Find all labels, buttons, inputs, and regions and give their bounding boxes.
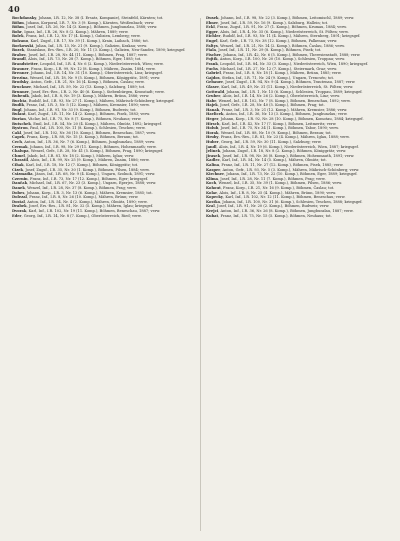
entry-name: Chrastil	[12, 158, 29, 163]
list-item: Borkowski, Julian, Inf., I.R. 13, Nr. 21 (9. Komp.), Galizien, Krakau; verw.	[12, 43, 148, 48]
entry-name: Bruckner	[12, 84, 32, 89]
entry-details: Wenzel, Inf., I.R. 88, Nr. 10 (9. Komp.), Böhmen, Beraun; tot.	[220, 130, 332, 135]
entry-name: Bochdansky	[12, 16, 37, 20]
list-item: Cermak, Johann, Inf., I.R. 98, Nr. 29 (11. Komp.), Böhmen, Hohenmauth; verw.	[12, 144, 157, 149]
entry-name: Chalupa	[12, 149, 29, 154]
entry-name: Butschek	[12, 121, 31, 126]
entry-details: Franz, Korp., I.R. 99, Nr. 12 (8. Komp.), Mähren, Znaim, 1884; verw.	[30, 66, 156, 71]
list-item: Gajdos, Stefan, Inf., I.R. 71, Nr. 24 (9. Komp.), Ungarn, Trencsén; tot.	[206, 75, 335, 80]
entry-details: Josef, Inf., I.R. 98, Nr. 36 (8. Komp.), Böhmen, Hohenmauth, 1891; verw.	[222, 153, 355, 158]
entry-details: Franz, Inf., I.R. 3, Nr. 21 (12. Komp.), Mähren, Kremsier, 1886; verw.	[221, 107, 348, 112]
list-item: Brandstetter, Leopold, Inf., I.R. 4, Nr. 6 (2. Komp.), Niederösterreich, Wien; verw.	[12, 61, 164, 66]
entry-name: Brabec	[12, 52, 27, 57]
entry-name: Bystron	[12, 126, 28, 131]
entry-details: Wenzel, Inf., I.R. 18, Nr. 9 (5. Komp.), Böhmen, Königgrätz, 1891; verw.	[29, 75, 161, 80]
list-item: Dvorak, Karl, Inf., I.R. 102, Nr. 19 (11. Komp.), Böhmen, Beneschau, 1887; verw.	[12, 208, 161, 213]
entry-details: Franz, Zugsf., I.R. 91, Nr. 27 (1. Komp.), Böhmen, Krumau, 1884; verw.	[217, 25, 347, 30]
entry-details: Wenzel, Inf., I.R. 28, Nr. 37 (8. Komp.), Böhmen, Prag; verw.	[27, 185, 137, 190]
entry-name: Eckl	[206, 25, 215, 30]
entry-details: Johann, Inf., I.R. 98, Nr. 22 (3. Komp.), Böhmen, Leitomischl, 1889; verw.	[220, 16, 355, 20]
list-item: Hajek, Josef, Gefr., I.R. 28, Nr. 40 (5. Komp.), Böhmen, Prag; tot.	[206, 103, 325, 108]
entry-name: Heger	[206, 117, 219, 122]
entry-details: Karl, Inf., I.R. 42, Nr. 17 (7. Komp.), Böhmen, Leitmeritz; verw.	[221, 121, 337, 126]
list-item: Klima, Josef, Inf., I.R. 28, Nr. 11 (7. Komp.), Böhmen, Prag; verw.	[206, 176, 326, 181]
entry-name: Gajdos	[206, 75, 220, 80]
list-item: Cakl, Josef, Inf., I.R. 102, Nr. 36 (10. Komp.), Böhmen, Beneschau, 1887; verw.	[12, 130, 157, 135]
entry-details: Franz, Inf., I.R. 11, Nr. 27 (12. Komp.), Böhmen, Pisek, 1885; verw.	[221, 163, 344, 167]
entry-name: Dančak	[12, 181, 28, 186]
list-item: Bolzano, Karl, Zugsf., I.R. 17, Nr. 39 (1. Komp.), Krain, Laibach, 1886; tot.	[12, 38, 149, 43]
entry-name: Fuchs	[206, 66, 218, 71]
list-item: Csizmadia, János, Inf., I.R. 68, Nr. 9 (4. Komp.), Ungarn, Szolnok, 1891; verw.	[12, 172, 156, 177]
entry-name: Brezina	[12, 75, 28, 80]
list-item: Bozek, Stanislaus, Ers.-Res., I.R. 20, Nr. 11 (3. Komp.), Galizien, Neu-Sandez, 1890; kriegsgef.	[12, 48, 186, 53]
list-item: Dusek, Johann, Inf., I.R. 98, Nr. 22 (3. Komp.), Böhmen, Leitomischl, 1889; verw.	[206, 16, 355, 20]
list-item: Havlicek, Anton, Inf., I.R. 36, Nr. 13 (3. Komp.), Böhmen, Jungbunzlau; verw.	[206, 112, 348, 117]
entry-name: Cermak	[12, 144, 28, 149]
entry-name: Dusek	[206, 16, 219, 20]
entry-name: Eichler	[206, 34, 221, 39]
list-item: Kopecky, Karl, Inf., I.R. 102, Nr. 12 (11. Komp.), Böhmen, Beneschau; verw.	[206, 195, 346, 200]
entry-details: Franz, Inf., I.R. 8, Nr. 26 (10. Komp.), Mähren, Brünn; verw.	[29, 195, 139, 200]
entry-details: Anton, Inf., I.R. 36, Nr. 26 (8. Komp.), Böhmen, Jungbunzlau, 1887; verw.	[220, 208, 354, 213]
entry-name: Dobes	[12, 190, 25, 195]
entry-name: Bubenik	[12, 94, 29, 99]
entry-details: Stefan, Inf., I.R. 71, Nr. 24 (9. Komp.), Ungarn, Trencsén; tot.	[221, 75, 335, 80]
entry-details: Franz, Inf., I.R. 12, Nr. 17 (4. Komp.), Galizien, Lemberg; verw.	[25, 34, 141, 39]
entry-details: Josef, Zugsf., I.R. 94, Nr. 9 (4. Komp.), Böhmen, Trautenau, 1887; verw.	[225, 80, 356, 85]
entry-details: Wenzel, Inf., I.R. 102, Nr. 7 (8. Komp.), Böhmen, Beneschau, 1892; verw.	[218, 98, 351, 103]
entry-details: Josef, Inf., I.R. 11, Nr. 29 (8. Komp.), Böhmen, Pisek; tot.	[218, 48, 322, 53]
list-item: Gebauer, Josef, Zugsf., I.R. 94, Nr. 9 (4. Komp.), Böhmen, Trautenau, 1887; verw.	[206, 80, 356, 85]
entry-details: Michael, Inf., I.R. 59, Nr. 22 (13. Komp.), Salzburg, 1889; tot.	[33, 84, 146, 89]
entry-details: Anton, Gefr., I.R. 93, Nr. 5 (3. Komp.), Mähren, Mährisch-Schönberg; verw.	[222, 167, 360, 172]
entry-name: Buchta	[12, 98, 27, 103]
list-item: Bystron, Paul, Inf., I.R. 100, Nr. 11 (8. Komp.), Schlesien, Teschen; verw.	[12, 126, 146, 131]
entry-name: Brodsky	[12, 80, 29, 85]
entry-name: Kasper	[206, 167, 221, 172]
entry-name: Eder	[12, 213, 22, 218]
entry-details: Ignaz, Inf., I.R. 26, Nr. 8 (2. Komp.), Mähren, 1889; verw.	[24, 29, 129, 34]
list-item: Eder, Georg, Inf., I.R. 14, Nr. 8 (7. Komp.), Oberösterreich, Ried; verw.	[12, 213, 142, 218]
entry-details: Josef, Inf., I.R. 75, Nr. 34 (1. Komp.), Böhmen, Tabor, 1890; verw.	[220, 126, 339, 131]
entry-details: Josef, Inf., I.R. 28, Nr. 11 (7. Komp.), Böhmen, Prag; verw.	[220, 176, 326, 181]
entry-details: Johann, Korp., I.R. 3, Nr. 13 (6. Komp.), Mähren, Kremsier, 1885; tot.	[26, 190, 153, 195]
list-item: Hruby, Franz, Ers.-Res., I.R. 81, Nr. 23 (4. Komp.), Mähren, Iglau, 1888; verw.	[206, 135, 350, 140]
list-item: Krejci, Anton, Inf., I.R. 36, Nr. 26 (8. Komp.), Böhmen, Jungbunzlau, 1887; verw.	[206, 208, 354, 213]
entry-details: Johann, Zugsf., I.R. 18, Nr. 8 (2. Komp.), Böhmen, Königgrätz; verw.	[222, 149, 347, 154]
entry-name: Hruby	[206, 135, 219, 140]
entry-details: Franz, Inf., I.R. 73, Nr. 17 (12. Komp.), Böhmen, Eger; kriegsgef.	[29, 176, 149, 181]
list-item: Gabriel, Franz, Inf., I.R. 8, Nr. 18 (1. Komp.), Mähren, Brünn, 1885; verw.	[206, 71, 342, 76]
list-item: Bruckner, Michael, Inf., I.R. 59, Nr. 22 (13. Komp.), Salzburg, 1889; tot.	[12, 84, 146, 89]
entry-details: Rudolf, Inf., I.R. 93, Nr. 27 (1. Komp.), Mähren, Mährisch-Schönberg; kriegsgef.	[28, 98, 175, 103]
entry-details: Johann, Inf., I.R. 91, Nr. 33 (9. Komp.), Böhmen, Budweis; tot.	[23, 107, 137, 112]
entry-name: Cihak	[12, 163, 24, 167]
entry-details: Alois, Inf., I.R. 14, Nr. 26 (2. Komp.), Oberösterreich, Linz; verw.	[222, 94, 341, 99]
list-item: Chalupa, Wenzel, Gefr., I.R. 28, Nr. 41 (5. Komp.), Böhmen, Prag, 1890; kriegsgef.	[12, 149, 164, 154]
entry-name: Faltys	[206, 43, 218, 48]
list-item: Bugl, Johann, Inf., I.R. 91, Nr. 33 (9. Komp.), Böhmen, Budweis; tot.	[12, 107, 137, 112]
entry-name: Kral	[206, 204, 215, 209]
entry-details: Alois, Inf., I.R. 73, Nr. 28 (7. Komp.), Böhmen, Eger, 1885; tot.	[28, 57, 142, 62]
entry-details: Karl, Inf., I.R. 18, Nr. 12 (7. Komp.), Böhmen, Königgrätz; tot.	[25, 163, 139, 167]
entry-name: Budik	[12, 103, 25, 108]
list-item: Brabec, Josef, Inf., I.R. 28, Nr. 44 (11. Komp.), Böhmen, Prag, 1887; verw.	[12, 52, 148, 57]
list-item: Cech, Anton, Inf., I.R. 36, Nr. 7 (6. Komp.), Böhmen, Jungbunzlau, 1889; verw.	[12, 140, 156, 145]
entry-details: Johann, I.R. 12, Nr. 38 (I. Ersatz, Kompanie), Steinfeld, Kärnten; tot.	[38, 16, 164, 20]
list-item: Burian, Václav, Inf., I.R. 75, Nr. 8 (7. Komp.), Böhmen, Neuhaus; verw.	[12, 117, 142, 122]
entry-details: Alois, Inf., I.R. 4, Nr. 19 (6. Komp.), Niederösterreich, Wien, 1887; kriegsgef.	[218, 144, 359, 149]
list-item: Kohout, Franz, Korp., I.R. 21, Nr. 16 (9. Komp.), Böhmen, Časlau; tot.	[206, 185, 335, 190]
list-item: Böhm, Josef, Inf., I.R. 26, Nr. 14 (3. Komp.), Böhmen, Jungbunzlau, 1888; verw.	[12, 25, 158, 30]
list-item: Danek, Wenzel, Inf., I.R. 28, Nr. 37 (8. Komp.), Böhmen, Prag; verw.	[12, 185, 137, 190]
entry-details: Jakob, Inf., I.R. 8, Nr. 19 (3. Komp.), Mähren, Brünn, 1886; verw.	[31, 94, 150, 99]
list-item: Horak, Wenzel, Inf., I.R. 88, Nr. 10 (9. Komp.), Böhmen, Beraun; tot.	[206, 130, 332, 135]
entry-name: Egger	[206, 29, 218, 34]
entry-details: Paul, Inf., I.R. 100, Nr. 11 (8. Komp.), Schlesien, Teschen; verw.	[30, 126, 146, 131]
list-item: Cizek, Josef, Zugsf., I.R. 35, Nr. 30 (1. Komp.), Böhmen, Pilsen, 1884; verw.	[12, 167, 150, 172]
entry-details: Karl, Gefr., I.R. 73, Nr. 38 (12. Komp.), Böhmen, Falkenau; verw.	[219, 38, 338, 43]
entry-name: Havlicek	[206, 112, 224, 117]
list-item: Kostka, Johann, Inf., I.R. 100, Nr. 31 (6. Komp.), Schlesien, Teschen, 1888; kriegsgef.	[206, 199, 363, 204]
entry-details: Franz, Inf., I.R. 75, Nr. 15 (5. Komp.), Böhmen, Neuhaus; tot.	[220, 213, 332, 218]
column-left	[12, 16, 196, 533]
entry-name: Dvorak	[12, 208, 27, 213]
entry-details: Stanislaus, Ers.-Res., I.R. 20, Nr. 11 (3. Komp.), Galizien, Neu-Sandez, 1890; kriegsgef.	[26, 48, 186, 53]
entry-name: Danek	[12, 185, 25, 190]
entry-details: Karl, Inf., I.R. 102, Nr. 12 (11. Komp.), Böhmen, Beneschau; verw.	[225, 195, 346, 200]
entry-details: Michael, Inf., I.R. 27, Nr. 12 (7. Komp.), Steiermark, Graz; verw.	[220, 66, 337, 71]
list-item: Kolar, Alois, Inf., I.R. 8, Nr. 25 (4. Komp.), Mähren, Brünn, 1890; verw.	[206, 190, 337, 195]
list-item: Brandl, Alois, Inf., I.R. 73, Nr. 28 (7. Komp.), Böhmen, Eger, 1885; tot.	[12, 57, 142, 62]
entry-name: Kirchner	[206, 172, 224, 177]
list-item: Brenner, Johann, Inf., I.R. 14, Nr. 31 (10. Komp.), Oberösterreich, Linz; kriegsgef.	[12, 71, 163, 76]
entry-details: Anton, Inf., I.R. 36, Nr. 7 (6. Komp.), Böhmen, Jungbunzlau, 1889; verw.	[24, 140, 156, 145]
entry-name: Bolzano	[12, 38, 29, 43]
list-item: Brauner, Franz, Korp., I.R. 99, Nr. 12 (8. Komp.), Mähren, Znaim, 1884; verw.	[12, 66, 156, 71]
entry-details: Karl, Inf., I.R. 102, Nr. 19 (11. Komp.), Böhmen, Beneschau, 1887; verw.	[28, 208, 161, 213]
list-item: Bulant, Karl, Zugsf., I.R. 11, Nr. 14 (2. Komp.), Böhmen, Pisek, 1883; verw.	[12, 112, 151, 117]
list-item: Jelinek, Johann, Zugsf., I.R. 18, Nr. 8 (2. Komp.), Böhmen, Königgrätz; verw.	[206, 149, 347, 154]
list-item: Böhm, Johann, Korporal, I.R. 7, Nr. 3 (9. Komp.), Kärnten, Weißenbach; verw.	[12, 20, 155, 25]
list-item: Brunner, Josef, Ers.-Res., I.R. 2, Nr. 40 (6. Komp.), Siebenbürgen, Kronstadt; verw.	[12, 89, 165, 94]
entry-name: Jirasek	[206, 153, 221, 158]
entry-details: Jakob, Inf., I.R. 81, Nr. 18 (2. Komp.), Mähren, Iglau; verw.	[27, 153, 135, 158]
entry-details: Josef, Zugsf., I.R. 35, Nr. 30 (1. Komp.), Böhmen, Pilsen, 1884; verw.	[25, 167, 150, 172]
entry-details: Leopold, Inf., I.R. 84, Nr. 33 (3. Komp.), Niederösterreich, Wien, 1890; kriegsgef.	[220, 61, 369, 66]
entry-details: Václav, Inf., I.R. 75, Nr. 8 (7. Komp.), Böhmen, Neuhaus; verw.	[28, 117, 142, 122]
entry-name: Cakl	[12, 130, 22, 135]
entry-name: Ebner	[206, 20, 219, 25]
page-number: 40	[8, 4, 21, 14]
list-item: Eichler, Rudolf, Inf., I.R. 93, Nr. 11 (4. Komp.), Mähren, Sternberg, 1891; kriegsgef.	[206, 34, 361, 39]
entry-name: Böhm	[12, 20, 24, 25]
column-right	[206, 16, 390, 533]
entry-details: Alois, Inf., I.R. 99, Nr. 25 (9. Komp.), Mähren, Znaim, 1886; verw.	[30, 158, 150, 163]
list-item: Brodsky, Anton, Gefr., I.R. 21, Nr. 16 (4. Komp.), Böhmen, Časlau; verw.	[12, 80, 145, 85]
entry-details: Anton, Korp., I.R. 100, Nr. 20 (10. Komp.), Schlesien, Troppau; verw.	[219, 57, 346, 62]
entry-name: Glaser	[206, 84, 219, 89]
list-item: Brezina, Wenzel, Inf., I.R. 18, Nr. 9 (5. Komp.), Böhmen, Königgrätz, 1891; verw.	[12, 75, 161, 80]
entry-name: Brauner	[12, 66, 29, 71]
entry-name: Bugl	[12, 107, 22, 112]
list-item: Fischer, Johann, Inf., I.R. 42, Nr. 6 (5. Komp.), Böhmen, Theresienstadt, 1888; verw.	[206, 52, 361, 57]
entry-details: Leopold, Inf., I.R. 4, Nr. 6 (2. Komp.), Niederösterreich, Wien; verw.	[40, 61, 164, 66]
entry-name: Drabek	[12, 204, 27, 209]
entry-name: Burian	[12, 117, 26, 122]
list-item: Chmel, Jakob, Inf., I.R. 81, Nr. 18 (2. Komp.), Mähren, Iglau; verw.	[12, 153, 135, 158]
list-item: Bohr, Ignaz, Inf., I.R. 26, Nr. 8 (2. Komp.), Mähren, 1889; verw.	[12, 29, 129, 34]
list-item: Chrastil, Alois, Inf., I.R. 99, Nr. 25 (9. Komp.), Mähren, Znaim, 1886; verw.	[12, 158, 150, 163]
entry-name: Brandl	[12, 57, 26, 62]
entry-name: Krejci	[206, 208, 219, 213]
entry-name: Kostka	[206, 199, 220, 204]
list-item: Fuchs, Michael, Inf., I.R. 27, Nr. 12 (7. Komp.), Steiermark, Graz; verw.	[206, 66, 337, 71]
list-item: Dančak, Michael, Inf., I.R. 67, Nr. 23 (3. Komp.), Ungarn, Eperjes, 1888; verw.	[12, 181, 157, 186]
list-item: Ebner, Josef, Inf., I.R. 59, Nr. 16 (9. Komp.), Salzburg, Hallein; tot.	[206, 20, 329, 25]
entry-details: Wenzel, Inf., I.R. 35, Nr. 39 (1. Komp.), Böhmen, Pilsen, 1886; verw.	[218, 181, 343, 186]
entry-name: Capek	[12, 135, 25, 140]
entry-details: Wenzel, Inf., I.R. 21, Nr. 14 (2. Komp.), Böhmen, Časlau, 1886; verw.	[220, 43, 345, 48]
list-item: Buchta, Rudolf, Inf., I.R. 93, Nr. 27 (1. Komp.), Mähren, Mährisch-Schönberg; kriegsgef.	[12, 98, 175, 103]
entry-details: Josef, Gefr., I.R. 28, Nr. 40 (5. Komp.), Böhmen, Prag; tot.	[220, 103, 325, 108]
entry-details: Johann, Inf., I.R. 14, Nr. 31 (10. Komp.), Oberösterreich, Linz; kriegsgef.	[30, 71, 163, 76]
entry-details: Franz, Korp., I.R. 21, Nr. 16 (9. Komp.), Böhmen, Časlau; tot.	[223, 185, 335, 190]
entry-details: Johann, Inf., I.R. 98, Nr. 29 (11. Komp.), Böhmen, Hohenmauth; verw.	[29, 144, 157, 149]
entry-name: Böhm	[12, 25, 24, 30]
list-item: Butschek, Emil, Inf., I.R. 54, Nr. 20 (4. Komp.), Mähren, Olmütz, 1892; kriegsgef.	[12, 121, 162, 126]
list-item: Kubat, Franz, Inf., I.R. 75, Nr. 15 (5. Komp.), Böhmen, Neuhaus; tot.	[206, 213, 332, 218]
entry-name: Frank	[206, 61, 218, 66]
entry-name: Huber	[206, 140, 219, 145]
entry-details: Anton, Inf., I.R. 36, Nr. 13 (3. Komp.), Böhmen, Jungbunzlau; verw.	[225, 112, 348, 117]
entry-name: Hirsch	[206, 121, 220, 126]
entry-name: Dolezal	[12, 195, 27, 200]
list-item: Jandl, Alois, Inf., I.R. 4, Nr. 19 (6. Komp.), Niederösterreich, Wien, 1887; kriegsgef.	[206, 144, 359, 149]
list-item: Dostal, Anton, Inf., I.R. 54, Nr. 4 (2. Komp.), Mähren, Olmütz, 1890; verw.	[12, 199, 148, 204]
entry-name: Hanak	[206, 107, 220, 112]
entry-name: Kadlec	[206, 158, 220, 163]
entry-name: Brunner	[12, 89, 29, 94]
list-item: Hanak, Franz, Inf., I.R. 3, Nr. 21 (12. Komp.), Mähren, Kremsier, 1886; verw.	[206, 107, 348, 112]
list-item: Eckl, Franz, Zugsf., I.R. 91, Nr. 27 (1. Komp.), Böhmen, Krumau, 1884; verw.	[206, 25, 347, 30]
list-item: Faltys, Wenzel, Inf., I.R. 21, Nr. 14 (2. Komp.), Böhmen, Časlau, 1886; verw.	[206, 43, 345, 48]
entry-details: Josef, Ers.-Res., I.R. 81, Nr. 32 (5. Komp.), Mähren, Iglau; kriegsgef.	[28, 204, 154, 209]
entry-name: Bulant	[12, 112, 26, 117]
list-item: Frank, Leopold, Inf., I.R. 84, Nr. 33 (3. Komp.), Niederösterreich, Wien, 1890; kriegsgef.	[206, 61, 369, 66]
entry-name: Gottwald	[206, 89, 225, 94]
list-item: Fiala, Josef, Inf., I.R. 11, Nr. 29 (8. Komp.), Böhmen, Pisek; tot.	[206, 48, 322, 53]
entry-details: Alois, Inf., I.R. 8, Nr. 25 (4. Komp.), Mähren, Brünn, 1890; verw.	[219, 190, 337, 195]
entry-name: Borkowski	[12, 43, 34, 48]
list-item: Holub, Josef, Inf., I.R. 75, Nr. 34 (1. Komp.), Böhmen, Tabor, 1890; verw.	[206, 126, 339, 131]
entry-name: Dostal	[12, 199, 25, 204]
entry-name: Kohout	[206, 185, 221, 190]
list-item: Czernin, Franz, Inf., I.R. 73, Nr. 17 (12. Komp.), Böhmen, Eger; kriegsgef.	[12, 176, 149, 181]
entry-details: Karl, Inf., I.R. 49, Nr. 31 (11. Komp.), Niederösterreich, St. Pölten; verw.	[221, 84, 354, 89]
entry-details: Anton, Gefr., I.R. 21, Nr. 16 (4. Komp.), Böhmen, Časlau; verw.	[30, 80, 145, 85]
list-item: Capek, Franz, Korp., I.R. 88, Nr. 15 (3. Komp.), Böhmen, Beraun; tot.	[12, 135, 140, 140]
list-item: Hirsch, Karl, Inf., I.R. 42, Nr. 17 (7. Komp.), Böhmen, Leitmeritz; verw.	[206, 121, 337, 126]
entry-details: Karl, Inf., I.R. 54, Nr. 14 (5. Komp.), Mähren, Olmütz; tot.	[222, 158, 327, 163]
entry-name: Gebauer	[206, 80, 223, 85]
list-item: Cihak, Karl, Inf., I.R. 18, Nr. 12 (7. Komp.), Böhmen, Königgrätz; tot.	[12, 163, 139, 167]
entry-name: Brenner	[12, 71, 29, 76]
entry-name: Bolek	[12, 34, 24, 39]
entry-name: Kolar	[206, 190, 218, 195]
list-item: Jirasek, Josef, Inf., I.R. 98, Nr. 36 (8. Komp.), Böhmen, Hohenmauth, 1891; verw.	[206, 153, 355, 158]
list-item: Kral, Josef, Inf., I.R. 91, Nr. 20 (2. Komp.), Böhmen, Budweis; verw.	[206, 204, 330, 209]
list-item: Glaser, Karl, Inf., I.R. 49, Nr. 31 (11. Komp.), Niederösterreich, St. Pölten; verw.	[206, 84, 354, 89]
list-item: Koch, Wenzel, Inf., I.R. 35, Nr. 39 (1. Komp.), Böhmen, Pilsen, 1886; verw.	[206, 181, 343, 186]
entry-name: Fischer	[206, 52, 221, 57]
entry-name: Kopecky	[206, 195, 224, 200]
entry-details: Josef, Inf., I.R. 26, Nr. 14 (3. Komp.), Böhmen, Jungbunzlau, 1888; verw.	[26, 25, 158, 30]
list-item: Heger, Johann, Korp., I.R. 92, Nr. 28 (10. Komp.), Böhmen, Komotau, 1884; kriegsgef.	[206, 117, 364, 122]
entry-name: Bohr	[12, 29, 22, 34]
list-item: Huber, Georg, Inf., I.R. 59, Nr. 30 (11. Komp.), Salzburg; verw.	[206, 140, 322, 145]
entry-name: Kalina	[206, 163, 220, 167]
entry-name: Chmel	[12, 153, 25, 158]
list-item: Engel, Karl, Gefr., I.R. 73, Nr. 38 (12. Komp.), Böhmen, Falkenau; verw.	[206, 38, 338, 43]
entry-name: Hajek	[206, 103, 218, 108]
entry-name: Cech	[12, 140, 22, 145]
entry-details: Anton, Inf., I.R. 54, Nr. 4 (2. Komp.), Mähren, Olmütz, 1890; verw.	[27, 199, 148, 204]
list-item: Bochdansky, Johann, I.R. 12, Nr. 38 (I. Ersatz, Kompanie), Steinfeld, Kärnten; tot.	[12, 16, 164, 20]
entry-details: Franz, Ers.-Res., I.R. 81, Nr. 23 (4. Komp.), Mähren, Iglau, 1888; verw.	[220, 135, 350, 140]
list-item: Gruber, Alois, Inf., I.R. 14, Nr. 26 (2. Komp.), Oberösterreich, Linz; verw.	[206, 94, 341, 99]
entry-details: Alois, Inf., I.R. 4, Nr. 35 (6. Komp.), Niederösterreich, St. Pölten; verw.	[220, 29, 349, 34]
list-item: Budik, Franz, Inf., I.R. 3, Nr. 5 (12. Komp.), Mähren, Kremsier, 1890; verw.	[12, 103, 150, 108]
entry-details: Karl, Zugsf., I.R. 17, Nr. 39 (1. Komp.), Krain, Laibach, 1886; tot.	[30, 38, 149, 43]
list-item: Kasper, Anton, Gefr., I.R. 93, Nr. 5 (3. Komp.), Mähren, Mährisch-Schönberg; verw.	[206, 167, 360, 172]
entry-details: Georg, Inf., I.R. 59, Nr. 30 (11. Komp.), Salzburg; verw.	[221, 140, 322, 145]
entry-name: Bozek	[12, 48, 25, 53]
columns	[12, 16, 390, 533]
entry-name: Cizek	[12, 167, 24, 172]
entry-details: Franz, Inf., I.R. 3, Nr. 5 (12. Komp.), Mähren, Kremsier, 1890; verw.	[26, 103, 150, 108]
list-item: Kirchner, Johann, Inf., I.R. 73, Nr. 22 (10. Komp.), Böhmen, Eger, 1889; kriegsgef.	[206, 172, 358, 177]
entry-details: Karl, Zugsf., I.R. 11, Nr. 14 (2. Komp.), Böhmen, Pisek, 1883; verw.	[27, 112, 151, 117]
entry-details: Michael, Inf., I.R. 67, Nr. 23 (3. Komp.), Ungarn, Eperjes, 1888; verw.	[29, 181, 157, 186]
entry-details: Josef, Inf., I.R. 28, Nr. 44 (11. Komp.), Böhmen, Prag, 1887; verw.	[28, 52, 148, 57]
entry-name: Holub	[206, 126, 219, 131]
entry-name: Brandstetter	[12, 61, 38, 66]
entry-name: Kubat	[206, 213, 219, 218]
entry-name: Engel	[206, 38, 218, 43]
list-item: Kadlec, Karl, Inf., I.R. 54, Nr. 14 (5. Komp.), Mähren, Olmütz; tot.	[206, 158, 327, 163]
entry-details: Wenzel, Gefr., I.R. 28, Nr. 41 (5. Komp.), Böhmen, Prag, 1890; kriegsgef.	[30, 149, 164, 154]
entry-name: Klima	[206, 176, 218, 181]
entry-details: Josef, Inf., I.R. 102, Nr. 36 (10. Komp.), Böhmen, Beneschau, 1887; verw.	[23, 130, 157, 135]
entry-details: Josef, Inf., I.R. 91, Nr. 20 (2. Komp.), Böhmen, Budweis; verw.	[217, 204, 330, 209]
entry-details: Georg, Inf., I.R. 14, Nr. 8 (7. Komp.), Oberösterreich, Ried; verw.	[23, 213, 142, 218]
list-item: Gottwald, Johann, Inf., I.R. 1, Nr. 15 (6. Komp.), Schlesien, Troppau, 1889; kriegsgef.	[206, 89, 363, 94]
list-item: Habr, Wenzel, Inf., I.R. 102, Nr. 7 (8. Komp.), Böhmen, Beneschau, 1892; verw.	[206, 98, 351, 103]
entry-name: Jandl	[206, 144, 217, 149]
entry-details: Franz, Korp., I.R. 88, Nr. 15 (3. Komp.), Böhmen, Beraun; tot.	[26, 135, 140, 140]
entry-details: Josef, Ers.-Res., I.R. 2, Nr. 40 (6. Komp.), Siebenbürgen, Kronstadt; verw.	[31, 89, 165, 94]
entry-name: Jelinek	[206, 149, 221, 154]
list-item: Dobes, Johann, Korp., I.R. 3, Nr. 13 (6. Komp.), Mähren, Kremsier, 1885; tot.	[12, 190, 153, 195]
list-item: Egger, Alois, Inf., I.R. 4, Nr. 35 (6. Komp.), Niederösterreich, St. Pölten; verw.	[206, 29, 349, 34]
list-item: Bubenik, Jakob, Inf., I.R. 8, Nr. 19 (3. Komp.), Mähren, Brünn, 1886; verw.	[12, 94, 150, 99]
entry-details: Emil, Inf., I.R. 54, Nr. 20 (4. Komp.), Mähren, Olmütz, 1892; kriegsgef.	[33, 121, 162, 126]
entry-name: Czernin	[12, 176, 28, 181]
entry-details: Johann, Korp., I.R. 92, Nr. 28 (10. Komp.), Böhmen, Komotau, 1884; kriegsgef.	[220, 117, 364, 122]
entry-details: Johann, Inf., I.R. 1, Nr. 15 (6. Komp.), Schlesien, Troppau, 1889; kriegsgef.	[226, 89, 363, 94]
entry-details: Johann, Inf., I.R. 73, Nr. 22 (10. Komp.), Böhmen, Eger, 1889; kriegsgef.	[226, 172, 358, 177]
entry-name: Csizmadia	[12, 172, 33, 177]
entry-details: Franz, Inf., I.R. 8, Nr. 18 (1. Komp.), Mähren, Brünn, 1885; verw.	[223, 71, 342, 76]
list-item: Fojtik, Anton, Korp., I.R. 100, Nr. 20 (10. Komp.), Schlesien, Troppau; verw.	[206, 57, 346, 62]
list-item: Kalina, Franz, Inf., I.R. 11, Nr. 27 (12. Komp.), Böhmen, Pisek, 1885; verw.	[206, 163, 344, 167]
entry-details: Johann, Inf., I.R. 42, Nr. 6 (5. Komp.), Böhmen, Theresienstadt, 1888; verw.	[223, 52, 361, 57]
list-item: Bolek, Franz, Inf., I.R. 12, Nr. 17 (4. Komp.), Galizien, Lemberg; verw.	[12, 34, 141, 39]
entry-name: Horak	[206, 130, 219, 135]
entry-name: Fojtik	[206, 57, 218, 62]
entry-details: Johann, Korporal, I.R. 7, Nr. 3 (9. Komp.), Kärnten, Weißenbach; verw.	[26, 20, 155, 25]
entry-name: Gabriel	[206, 71, 221, 76]
entry-details: Rudolf, Inf., I.R. 93, Nr. 11 (4. Komp.), Mähren, Sternberg, 1891; kriegsgef.	[222, 34, 361, 39]
entry-details: Julian, Inf., I.R. 13, Nr. 21 (9. Komp.), Galizien, Krakau; verw.	[35, 43, 148, 48]
entry-name: Koch	[206, 181, 217, 186]
entry-details: Josef, Inf., I.R. 59, Nr. 16 (9. Komp.), Salzburg, Hallein; tot.	[220, 20, 329, 25]
entry-details: Johann, Inf., I.R. 100, Nr. 31 (6. Komp.), Schlesien, Teschen, 1888; kriegsgef.	[222, 199, 363, 204]
list-item: Dolezal, Franz, Inf., I.R. 8, Nr. 26 (10. Komp.), Mähren, Brünn; verw.	[12, 195, 139, 200]
entry-name: Habr	[206, 98, 217, 103]
entry-details: János, Inf., I.R. 68, Nr. 9 (4. Komp.), Ungarn, Szolnok, 1891; verw.	[34, 172, 156, 177]
entry-name: Gruber	[206, 94, 221, 99]
list-item: Drabek, Josef, Ers.-Res., I.R. 81, Nr. 32 (5. Komp.), Mähren, Iglau; kriegsgef.	[12, 204, 154, 209]
entry-name: Fiala	[206, 48, 216, 53]
